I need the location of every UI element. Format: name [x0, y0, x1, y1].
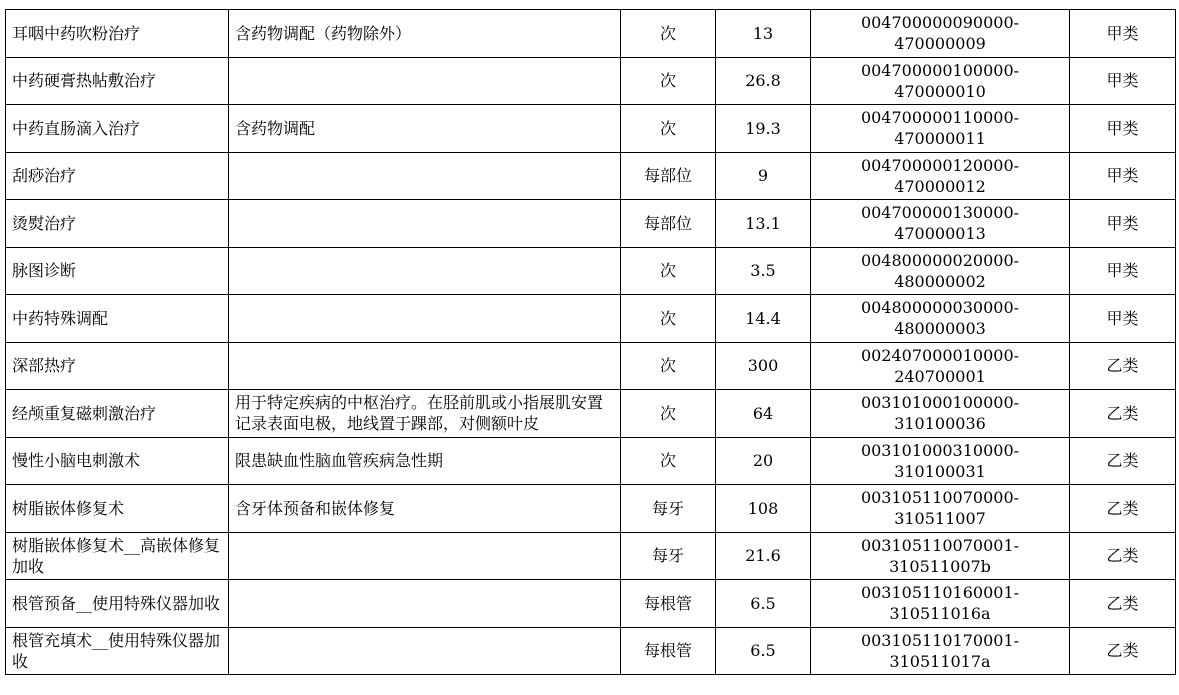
unit-cell: 次 [621, 105, 716, 153]
category-cell: 乙类 [1070, 437, 1176, 485]
category-cell: 乙类 [1070, 532, 1176, 580]
table-row [6, 437, 1176, 485]
price-cell: 19.3 [716, 105, 811, 153]
item-note-cell: 含药物调配（药物除外） [229, 10, 621, 58]
unit-cell: 次 [621, 295, 716, 343]
item-note-cell: 用于特定疾病的中枢治疗。在胫前肌或小指展肌安置记录表面电极，地线置于踝部，对侧额叶皮 [229, 390, 621, 438]
item-code-cell: 003101000310000-310100031 [811, 437, 1070, 485]
price-cell: 6.5 [716, 580, 811, 628]
unit-cell: 次 [621, 390, 716, 438]
price-cell: 108 [716, 485, 811, 533]
table-row [6, 342, 1176, 390]
item-code-cell: 004700000110000-470000011 [811, 105, 1070, 153]
table-body [6, 10, 1176, 675]
item-code-cell: 004800000020000-480000002 [811, 247, 1070, 295]
item-name-cell: 中药硬膏热帖敷治疗 [6, 57, 229, 105]
table-row [6, 295, 1176, 343]
item-note-cell: 含牙体预备和嵌体修复 [229, 485, 621, 533]
item-code-cell: 004800000030000-480000003 [811, 295, 1070, 343]
table-row [6, 10, 1176, 58]
table-row [6, 152, 1176, 200]
item-name-cell: 树脂嵌体修复术 [6, 485, 229, 533]
category-cell: 甲类 [1070, 57, 1176, 105]
price-cell: 21.6 [716, 532, 811, 580]
item-note-cell [229, 57, 621, 105]
category-cell: 乙类 [1070, 485, 1176, 533]
price-cell: 64 [716, 390, 811, 438]
item-name-cell: 脉图诊断 [6, 247, 229, 295]
unit-cell: 次 [621, 437, 716, 485]
item-code-cell: 003105110070000-310511007 [811, 485, 1070, 533]
item-note-cell [229, 580, 621, 628]
medical-fee-table [5, 9, 1176, 675]
category-cell: 乙类 [1070, 390, 1176, 438]
item-note-cell: 限患缺血性脑血管疾病急性期 [229, 437, 621, 485]
table-row [6, 200, 1176, 248]
unit-cell: 每根管 [621, 580, 716, 628]
item-code-cell: 003105110160001-310511016a [811, 580, 1070, 628]
unit-cell: 次 [621, 57, 716, 105]
item-name-cell: 经颅重复磁刺激治疗 [6, 390, 229, 438]
table-row [6, 627, 1176, 675]
item-code-cell: 004700000100000-470000010 [811, 57, 1070, 105]
category-cell: 乙类 [1070, 580, 1176, 628]
item-note-cell [229, 342, 621, 390]
table-row [6, 532, 1176, 580]
price-cell: 20 [716, 437, 811, 485]
unit-cell: 每部位 [621, 200, 716, 248]
table-row [6, 247, 1176, 295]
item-name-cell: 深部热疗 [6, 342, 229, 390]
item-code-cell: 004700000090000-470000009 [811, 10, 1070, 58]
table-row [6, 485, 1176, 533]
item-code-cell: 003105110170001-310511017a [811, 627, 1070, 675]
unit-cell: 每牙 [621, 485, 716, 533]
item-name-cell: 中药特殊调配 [6, 295, 229, 343]
unit-cell: 每牙 [621, 532, 716, 580]
category-cell: 甲类 [1070, 10, 1176, 58]
unit-cell: 次 [621, 10, 716, 58]
price-cell: 26.8 [716, 57, 811, 105]
item-name-cell: 中药直肠滴入治疗 [6, 105, 229, 153]
unit-cell: 次 [621, 342, 716, 390]
price-cell: 9 [716, 152, 811, 200]
price-cell: 14.4 [716, 295, 811, 343]
item-name-cell: 慢性小脑电刺激术 [6, 437, 229, 485]
price-cell: 13.1 [716, 200, 811, 248]
price-cell: 3.5 [716, 247, 811, 295]
category-cell: 甲类 [1070, 247, 1176, 295]
item-note-cell [229, 532, 621, 580]
item-note-cell [229, 295, 621, 343]
table-row [6, 580, 1176, 628]
unit-cell: 次 [621, 247, 716, 295]
item-note-cell [229, 247, 621, 295]
category-cell: 甲类 [1070, 295, 1176, 343]
item-code-cell: 003105110070001-310511007b [811, 532, 1070, 580]
table-row [6, 105, 1176, 153]
category-cell: 甲类 [1070, 105, 1176, 153]
item-code-cell: 002407000010000-240700001 [811, 342, 1070, 390]
table-row [6, 390, 1176, 438]
item-name-cell: 根管充填术__使用特殊仪器加收 [6, 627, 229, 675]
item-code-cell: 004700000130000-470000013 [811, 200, 1070, 248]
table-row [6, 57, 1176, 105]
item-name-cell: 刮痧治疗 [6, 152, 229, 200]
price-cell: 13 [716, 10, 811, 58]
item-code-cell: 003101000100000-310100036 [811, 390, 1070, 438]
item-note-cell: 含药物调配 [229, 105, 621, 153]
item-name-cell: 根管预备__使用特殊仪器加收 [6, 580, 229, 628]
item-code-cell: 004700000120000-470000012 [811, 152, 1070, 200]
category-cell: 甲类 [1070, 200, 1176, 248]
item-note-cell [229, 627, 621, 675]
item-name-cell: 烫熨治疗 [6, 200, 229, 248]
price-cell: 300 [716, 342, 811, 390]
item-note-cell [229, 152, 621, 200]
item-name-cell: 耳咽中药吹粉治疗 [6, 10, 229, 58]
item-note-cell [229, 200, 621, 248]
item-name-cell: 树脂嵌体修复术__高嵌体修复加收 [6, 532, 229, 580]
unit-cell: 每根管 [621, 627, 716, 675]
category-cell: 甲类 [1070, 152, 1176, 200]
unit-cell: 每部位 [621, 152, 716, 200]
price-cell: 6.5 [716, 627, 811, 675]
category-cell: 乙类 [1070, 342, 1176, 390]
category-cell: 乙类 [1070, 627, 1176, 675]
